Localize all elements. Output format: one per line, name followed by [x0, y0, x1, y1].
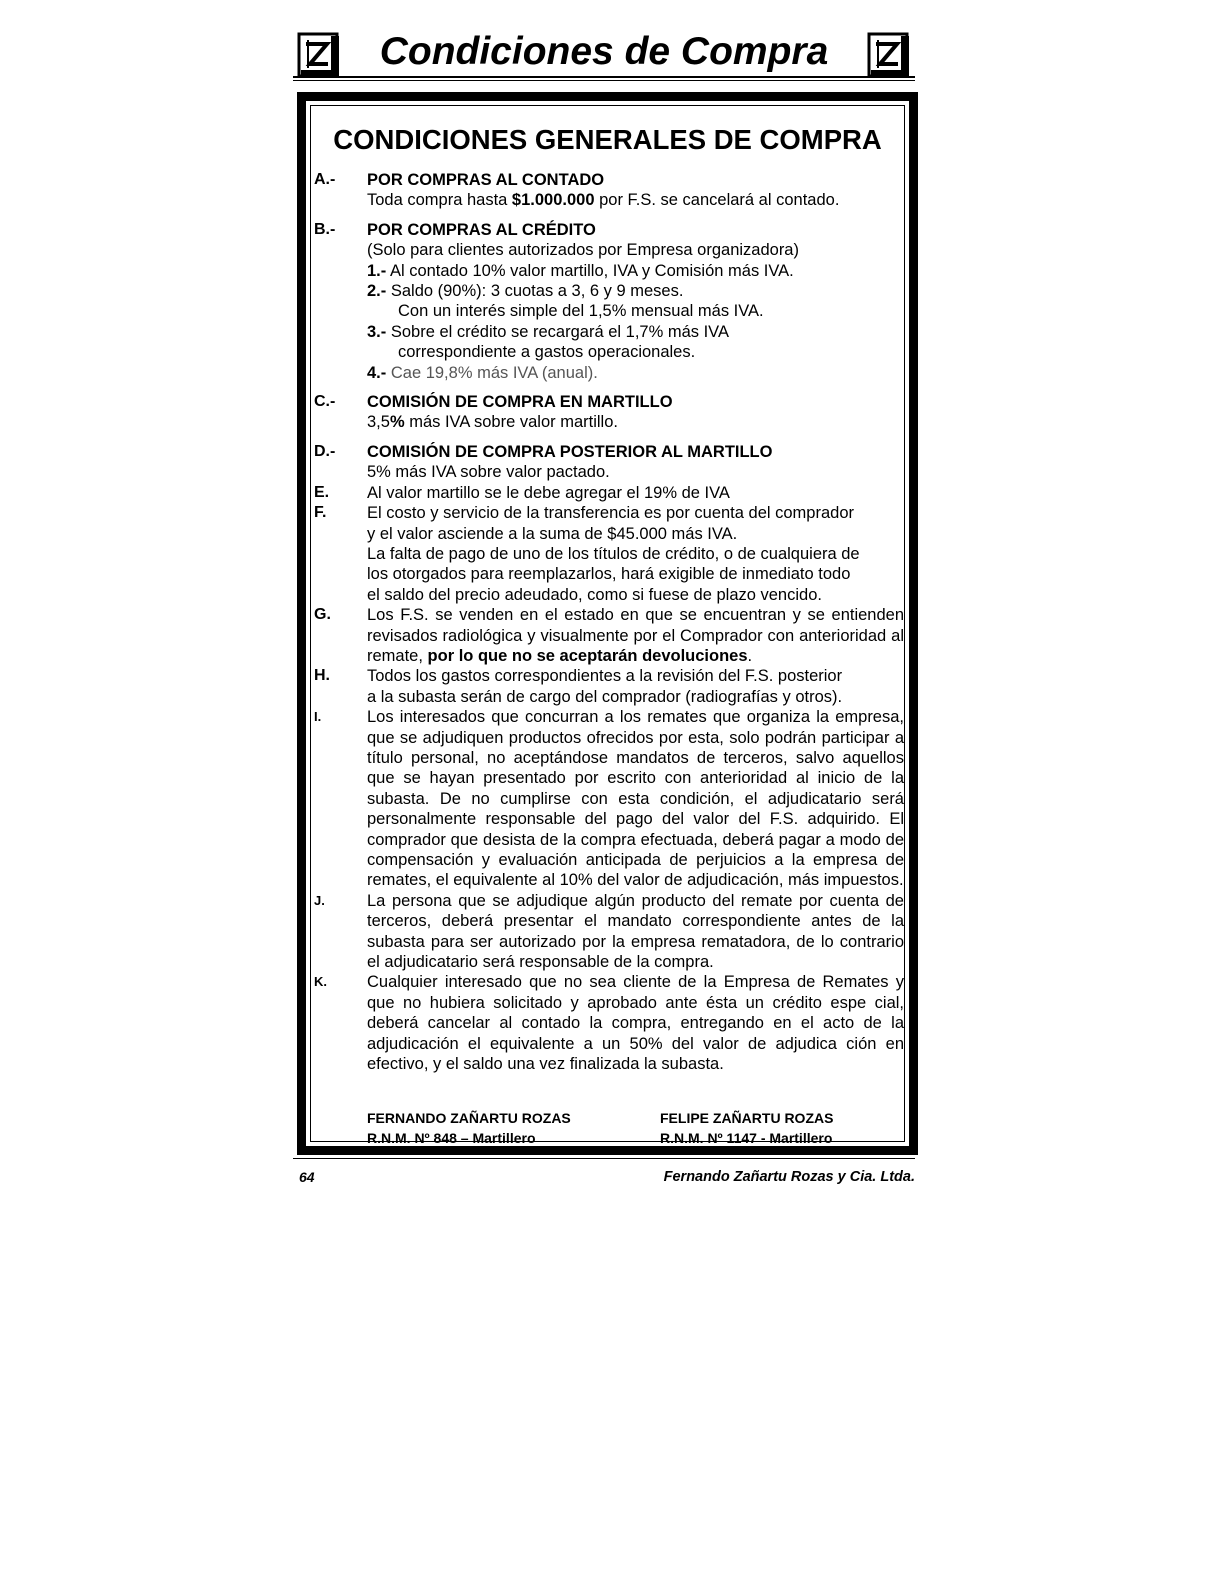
section-text: 5% más IVA sobre valor pactado.: [367, 463, 610, 482]
header-rule-thin: [293, 80, 915, 81]
section-h: [314, 666, 904, 707]
section-j: [314, 891, 904, 973]
fz-monogram-shield-icon: [867, 32, 911, 78]
main-heading: CONDICIONES GENERALES DE COMPRA: [333, 124, 882, 155]
section-letter: K.: [314, 974, 327, 990]
section-letter: I.: [314, 709, 322, 725]
section-letter: G.: [314, 606, 331, 624]
section-f: [314, 503, 904, 605]
list-item-continuation: Con un interés simple del 1,5% mensual más IVA.: [398, 302, 764, 321]
section-text: Los F.S. se venden en el estado en que se encuentran y se entienden revisados radiológica y visualmente por el Comprador con anterioridad al remate, por lo que no se aceptarán devoluciones.: [367, 606, 904, 665]
fz-monogram-shield-icon: [297, 32, 341, 78]
section-e: [314, 483, 904, 503]
section-letter: F.: [314, 504, 327, 522]
section-text: Al valor martillo se le debe agregar el 19% de IVA: [367, 483, 730, 502]
page-footer: [293, 1158, 915, 1185]
section-title: POR COMPRAS AL CRÉDITO: [367, 220, 596, 239]
footer-rule: [293, 1158, 915, 1159]
section-letter: C.-: [314, 393, 336, 411]
list-item: 4.- Cae 19,8% más IVA (anual).: [367, 363, 598, 382]
section-b: [314, 220, 904, 383]
section-title: COMISIÓN DE COMPRA EN MARTILLO: [367, 393, 673, 412]
signer-name: FELIPE ZAÑARTU ROZAS: [660, 1110, 834, 1126]
section-line: el saldo del precio adeudado, como si fuese de plazo vencido.: [367, 585, 822, 604]
section-c: [314, 392, 904, 433]
section-text: 3,5% más IVA sobre valor martillo.: [367, 413, 618, 432]
section-text: Los interesados que concurran a los remates que organiza la empresa, que se adjudiquen productos ofrecidos por esta, solo podrán participar a título personal, no aceptándose mandatos de terceros, salvo aquellos que se hayan presentado por escrito con anterioridad al inicio de la subasta. De no cumplirse con esta condición, el adjudicatario será personalmente responsable del pago del valor del F.S. adquirido. El comprador que desista de la compra efectuada, deberá pagar a modo de compensación y evaluación anticipada de perjuicios a la empresa de remates, el equivalente al 10% del valor de adjudicación, más impuestos.: [367, 708, 904, 890]
signature-right: [660, 1108, 833, 1148]
signer-registry: R.N.M. Nº 848 – Martillero: [367, 1130, 536, 1146]
section-line: Todos los gastos correspondientes a la revisión del F.S. posterior: [367, 667, 843, 686]
section-title: POR COMPRAS AL CONTADO: [367, 171, 605, 189]
section-d: [314, 442, 904, 483]
section-k: [314, 972, 904, 1074]
section-text: Toda compra hasta $1.000.000 por F.S. se cancelará al contado.: [367, 191, 840, 210]
section-text: Cualquier interesado que no sea cliente de la Empresa de Remates y que no hubiera solicitado y aprobado ante ésta un crédito espe cial, deberá cancelar al contado la compra, entregando en el acto de la adjudicación el equivalente a un 50% del valor de adjudica ción en efectivo, y el saldo una vez finalizada la subasta.: [367, 973, 904, 1074]
page-header: [293, 28, 915, 80]
section-letter: B.-: [314, 220, 336, 238]
section-letter: H.: [314, 667, 330, 685]
section-line: y el valor asciende a la suma de $45.000 más IVA.: [367, 524, 738, 543]
section-a: [314, 170, 904, 211]
section-line: El costo y servicio de la transferencia es por cuenta del comprador: [367, 504, 854, 523]
signer-name: FERNANDO ZAÑARTU ROZAS: [367, 1110, 571, 1126]
section-text: La persona que se adjudique algún producto del remate por cuenta de terceros, deberá presentar el mandato correspondiente antes de la subasta para ser autorizado por la empresa rematadora, de lo contrario el adjudicatario será responsable de la compra.: [367, 891, 904, 972]
signer-registry: R.N.M. Nº 1147 - Martillero: [660, 1130, 833, 1146]
header-rule: [293, 76, 915, 78]
section-line: los otorgados para reemplazarlos, hará exigible de inmediato todo: [367, 565, 851, 584]
company-name: Fernando Zañartu Rozas y Cia. Ltda.: [663, 1169, 915, 1185]
page-number: 64: [299, 1169, 315, 1185]
section-letter: A.-: [314, 171, 336, 188]
list-item: 3.- Sobre el crédito se recargará el 1,7% más IVA: [367, 322, 729, 341]
list-item: 1.- Al contado 10% valor martillo, IVA y Comisión más IVA.: [367, 261, 794, 280]
section-i: [314, 707, 904, 891]
section-line: a la subasta serán de cargo del comprador (radiografías y otros).: [367, 687, 843, 706]
section-line: La falta de pago de uno de los títulos de crédito, o de cualquiera de: [367, 544, 860, 563]
conditions-frame: [297, 92, 918, 1155]
page-title: Condiciones de Compra: [379, 30, 829, 73]
conditions-list: [314, 170, 904, 1074]
list-item: 2.- Saldo (90%): 3 cuotas a 3, 6 y 9 meses.: [367, 282, 684, 301]
section-letter: J.: [314, 892, 325, 908]
signature-left: [367, 1108, 571, 1148]
section-title: COMISIÓN DE COMPRA POSTERIOR AL MARTILLO: [367, 442, 773, 461]
list-item-continuation: correspondiente a gastos operacionales.: [398, 343, 696, 362]
section-g: [314, 605, 904, 666]
section-note: (Solo para clientes autorizados por Empresa organizadora): [367, 241, 799, 260]
section-letter: E.: [314, 483, 330, 501]
section-letter: D.-: [314, 442, 336, 460]
